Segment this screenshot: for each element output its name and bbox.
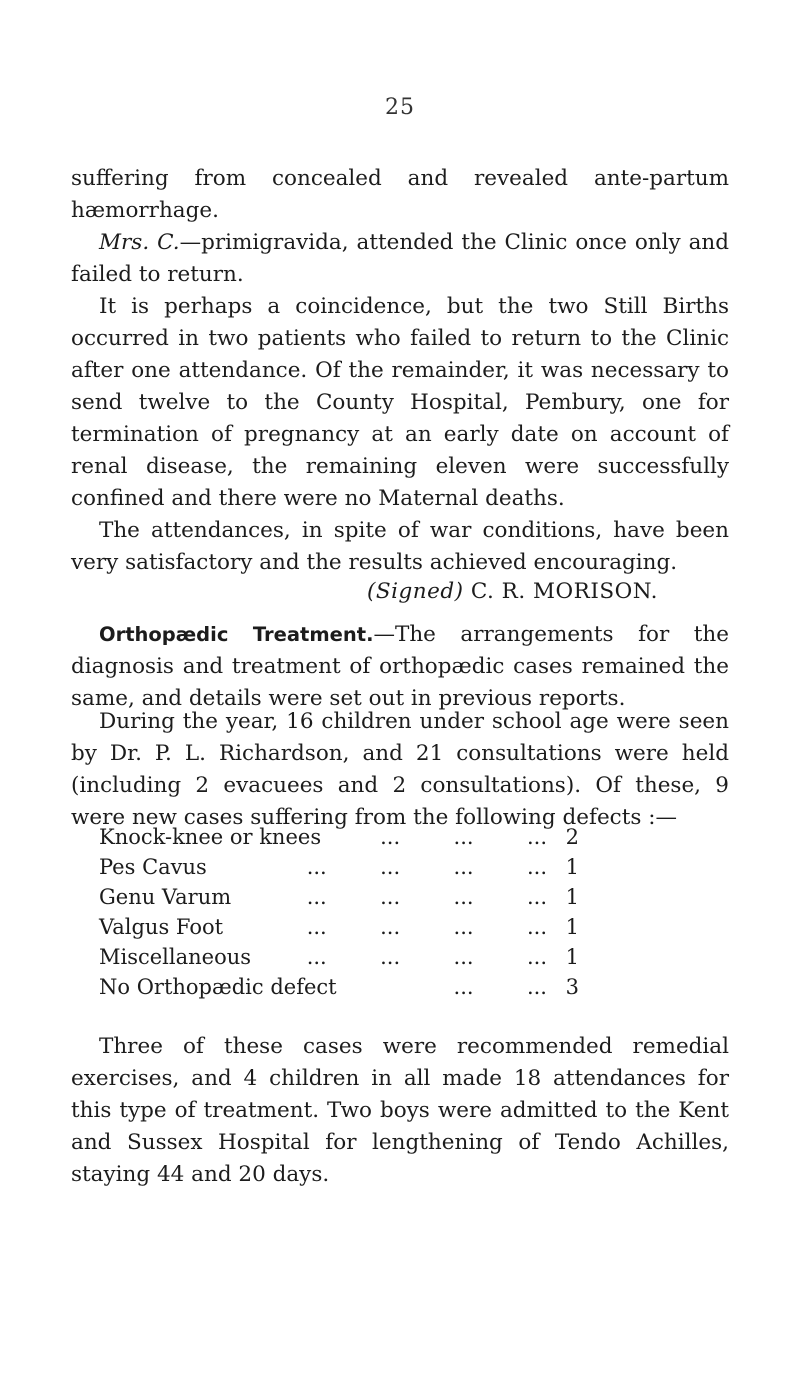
defect-count: 3 xyxy=(565,975,579,999)
defect-row xyxy=(99,942,579,972)
orthopaedic-section xyxy=(71,619,729,715)
defect-leader-dots: ... ... ... ... xyxy=(306,855,547,879)
defect-label: Valgus Foot xyxy=(99,915,224,939)
defect-leader-dots: ... ... ... xyxy=(380,825,547,849)
signature-line xyxy=(0,576,800,608)
defect-label: Miscellaneous xyxy=(99,945,252,969)
signed-prefix: (Signed) xyxy=(367,579,464,604)
orthopaedic-heading: Orthopædic Treatment. xyxy=(99,623,374,646)
during-year-section xyxy=(71,706,729,834)
defect-leader-dots: ... ... ... ... xyxy=(306,945,547,969)
paragraph-closing: Three of these cases were recommended remedial exercises, and 4 children in all made 18 attendances for this type of treatment. Two boys were admitted to the Kent and Sussex Hospital for lengthening of Tendo Achilles, staying 44 and 20 days. xyxy=(71,1034,729,1187)
defect-row xyxy=(99,912,579,942)
paragraph-haemorrhage: suffering from concealed and revealed ante-partum hæmorrhage. xyxy=(71,166,729,223)
defect-row xyxy=(99,852,579,882)
paragraph-attendances: The attendances, in spite of war conditions, have been very satisfactory and the results achieved encouraging. xyxy=(71,518,729,575)
defect-count: 2 xyxy=(565,825,579,849)
defects-list xyxy=(99,822,579,1002)
defect-row xyxy=(99,882,579,912)
defect-label: Pes Cavus xyxy=(99,855,207,879)
defect-count: 1 xyxy=(565,915,579,939)
defect-row xyxy=(99,972,579,1002)
mrs-c-text: —primigravida, attended the Clinic once only and failed to return. xyxy=(71,230,730,287)
defect-label: No Orthopædic defect xyxy=(99,975,337,999)
page-number: 25 xyxy=(385,95,415,120)
paragraph-orthopaedic xyxy=(71,619,729,715)
defect-leader-dots: ... ... ... ... xyxy=(306,885,547,909)
signature-name: C. R. MORISON. xyxy=(470,579,658,604)
paragraph-during-year: During the year, 16 children under school age were seen by Dr. P. L. Richardson, and 21 consultations were held (including 2 evacuees and 2 consultations). Of these, 9 were new cases suffering from the following defects :— xyxy=(71,709,729,830)
defect-count: 1 xyxy=(565,945,579,969)
closing-section xyxy=(71,1031,729,1191)
defect-label: Knock-knee or knees xyxy=(99,825,322,849)
paragraph-mrs-c xyxy=(71,227,729,291)
defect-label: Genu Varum xyxy=(99,885,232,909)
maternity-section xyxy=(71,163,729,579)
defect-row xyxy=(99,822,579,852)
defect-leader-dots: ... ... ... ... xyxy=(306,915,547,939)
defect-count: 1 xyxy=(565,855,579,879)
orthopaedic-text: —The arrangements for the diagnosis and treatment of orthopædic cases remained the same, and details were set out in previous reports. xyxy=(71,622,729,711)
defect-count: 1 xyxy=(565,885,579,909)
defect-leader-dots: ... ... xyxy=(453,975,547,999)
paragraph-still-births: It is perhaps a coincidence, but the two Still Births occurred in two patients who failed to return to the Clinic after one attendance. Of the remainder, it was necessary to send twelve to the County Hospital, Pembury, one for termination of pregnancy at an early date on account of renal disease, the remaining eleven were successfully confined and there were no Maternal deaths. xyxy=(71,294,729,511)
mrs-c-label: Mrs. C. xyxy=(99,230,180,255)
